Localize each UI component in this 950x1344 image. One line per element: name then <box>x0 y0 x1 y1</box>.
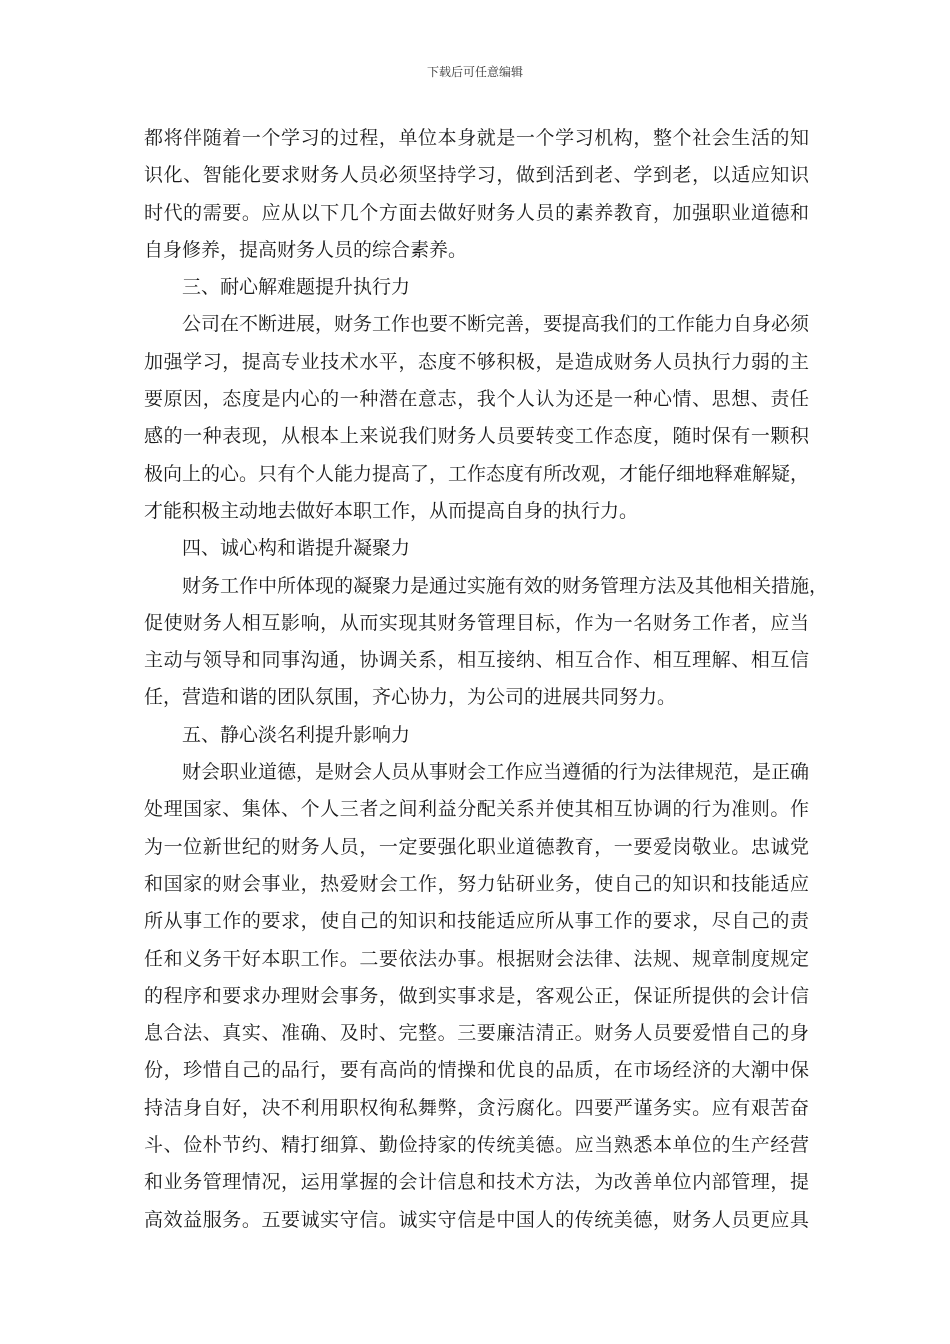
text-line: 息合法、真实、准确、及时、完整。三要廉洁清正。财务人员要爱惜自己的身 <box>144 1022 809 1045</box>
text-line: 的程序和要求办理财会事务，做到实事求是，客观公正，保证所提供的会计信 <box>144 984 809 1007</box>
text-line: 高效益服务。五要诚实守信。诚实守信是中国人的传统美德，财务人员更应具 <box>144 1208 809 1231</box>
text-line: 极向上的心。只有个人能力提高了，工作态度有所改观，才能仔细地释难解疑， <box>144 462 810 485</box>
text-line: 斗、俭朴节约、精打细算、勤俭持家的传统美德。应当熟悉本单位的生产经营 <box>144 1134 809 1157</box>
text-line: 任，营造和谐的团队氛围，齐心协力，为公司的进展共同努力。 <box>144 686 677 709</box>
text-line: 才能积极主动地去做好本职工作，从而提高自身的执行力。 <box>144 499 639 522</box>
text-line: 财会职业道德，是财会人员从事财会工作应当遵循的行为法律规范，是正确 <box>182 761 810 784</box>
text-line: 主动与领导和同事沟通，协调关系，相互接纳、相互合作、相互理解、相互信 <box>144 649 809 672</box>
text-line: 感的一种表现，从根本上来说我们财务人员要转变工作态度，随时保有一颗积 <box>144 425 809 448</box>
text-line: 和国家的财会事业，热爱财会工作，努力钻研业务，使自己的知识和技能适应 <box>144 872 809 895</box>
text-line: 公司在不断进展，财务工作也要不断完善，要提高我们的工作能力自身必须 <box>182 313 810 336</box>
text-line: 处理国家、集体、个人三者之间利益分配关系并使其相互协调的行为准则。作 <box>144 798 809 821</box>
text-line: 要原因，态度是内心的一种潜在意志，我个人认为还是一种心情、思想、责任 <box>144 388 809 411</box>
document-body <box>144 120 829 1239</box>
page-header: 下载后可任意编辑 <box>426 65 523 79</box>
text-line: 财务工作中所体现的凝聚力是通过实施有效的财务管理方法及其他相关措施， <box>182 574 829 597</box>
text-line: 自身修养，提高财务人员的综合素养。 <box>144 238 468 261</box>
text-line: 时代的需要。应从以下几个方面去做好财务人员的素养教育，加强职业道德和 <box>144 201 809 224</box>
text-line: 持洁身自好，决不利用职权徇私舞弊，贪污腐化。四要严谨务实。应有艰苦奋 <box>144 1096 809 1119</box>
text-line: 促使财务人相互影响，从而实现其财务管理目标，作为一名财务工作者，应当 <box>144 611 809 634</box>
text-line: 加强学习，提高专业技术水平，态度不够积极，是造成财务人员执行力弱的主 <box>144 350 809 373</box>
section-heading: 四、诚心构和谐提升凝聚力 <box>182 537 411 560</box>
text-line: 和业务管理情况，运用掌握的会计信息和技术方法，为改善单位内部管理，提 <box>144 1171 809 1194</box>
text-line: 都将伴随着一个学习的过程，单位本身就是一个学习机构，整个社会生活的知 <box>144 127 809 149</box>
text-line: 所从事工作的要求，使自己的知识和技能适应所从事工作的要求，尽自己的责 <box>144 910 809 933</box>
text-line: 份，珍惜自己的品行，要有高尚的情操和优良的品质，在市场经济的大潮中保 <box>144 1059 809 1082</box>
text-line: 为一位新世纪的财务人员，一定要强化职业道德教育，一要爱岗敬业。忠诚党 <box>144 835 809 858</box>
text-line: 任和义务干好本职工作。二要依法办事。根据财会法律、法规、规章制度规定 <box>144 947 809 970</box>
section-heading: 五、静心淡名利提升影响力 <box>182 723 411 746</box>
section-heading: 三、耐心解难题提升执行力 <box>182 276 411 299</box>
text-line: 识化、智能化要求财务人员必须坚持学习，做到活到老、学到老，以适应知识 <box>144 164 809 187</box>
